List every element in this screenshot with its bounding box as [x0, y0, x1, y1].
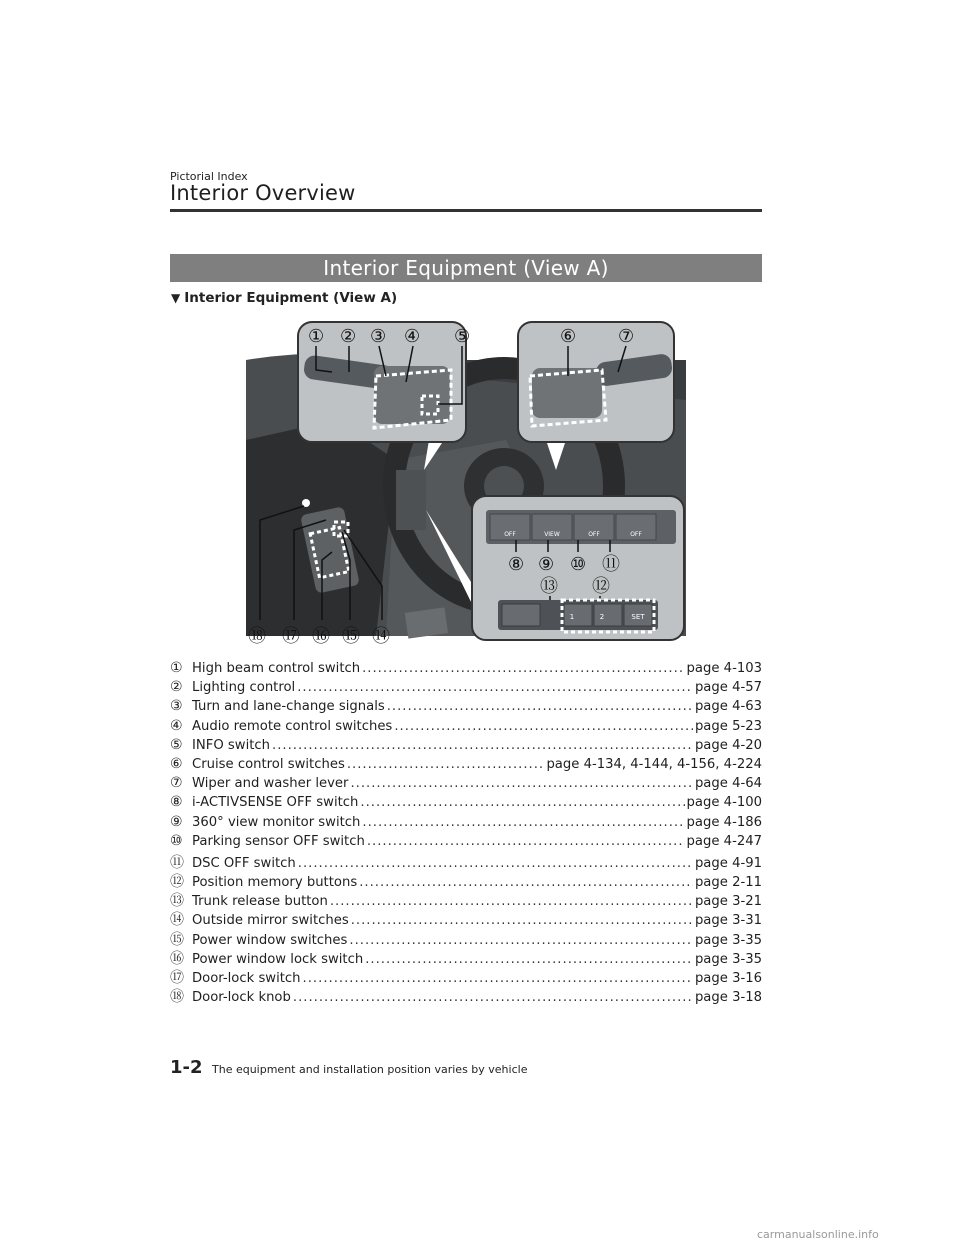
item-label: DSC OFF switch [192, 855, 296, 871]
callout-16: ⑯ [312, 626, 330, 647]
page-reference[interactable]: page 4-57 [694, 680, 762, 696]
section-label: Pictorial Index [170, 170, 248, 183]
callout-9: ⑨ [538, 554, 555, 575]
leader-dots [367, 834, 685, 849]
list-item [170, 852, 772, 871]
page-reference[interactable]: page 3-16 [694, 971, 762, 986]
page-title: Interior Overview [170, 181, 356, 205]
list-item [170, 929, 772, 948]
item-number: ⑥ [170, 755, 183, 772]
page-reference[interactable]: page 4-91 [694, 855, 762, 871]
item-number: ⑰ [170, 970, 184, 986]
list-item [170, 814, 772, 833]
page-reference[interactable]: page 4-100 [686, 795, 762, 811]
leader-dots [347, 757, 545, 772]
item-label: Position memory buttons [192, 875, 358, 891]
item-label: Door-lock knob [192, 990, 291, 1006]
switch-label-2: VIEW [544, 531, 560, 538]
list-item [170, 909, 772, 928]
leader-dots [351, 913, 693, 928]
leader-dots [298, 856, 693, 871]
leader-dots [272, 738, 693, 753]
switch-label-4: OFF [630, 531, 642, 538]
watermark: carmanualsonline.info [757, 1228, 879, 1241]
triangle-marker-icon: ▼ [171, 291, 181, 305]
list-item [170, 948, 772, 967]
item-number: ⑯ [170, 950, 184, 967]
item-number: ① [170, 660, 183, 676]
item-label: Trunk release button [192, 894, 328, 910]
item-number: ⑦ [170, 775, 183, 792]
leader-dots [303, 971, 693, 986]
subheading-text: Interior Equipment (View A) [184, 290, 398, 306]
list-item [170, 794, 772, 813]
callout-15: ⑮ [342, 626, 360, 647]
item-label: Power window lock switch [192, 951, 364, 967]
item-number: ② [170, 679, 183, 696]
callout-7: ⑦ [618, 326, 635, 347]
switch-label-3: OFF [588, 531, 600, 538]
list-item [170, 986, 772, 1005]
list-item [170, 698, 772, 717]
item-label: High beam control switch [192, 661, 361, 676]
equipment-list [170, 660, 772, 1005]
list-item [170, 871, 772, 890]
callout-1: ① [308, 326, 325, 347]
item-label: Audio remote control switches [192, 718, 393, 734]
page-reference[interactable]: page 3-35 [694, 951, 762, 967]
callout-17: ⑰ [282, 626, 300, 647]
callout-2: ② [340, 326, 357, 347]
seat-label-set: SET [631, 613, 645, 621]
seat-label-2: 2 [599, 613, 605, 621]
leader-dots [365, 952, 693, 967]
callout-18: ⑱ [248, 626, 266, 647]
interior-illustration [246, 320, 686, 650]
item-label: Parking sensor OFF switch [192, 833, 365, 849]
subheading [171, 290, 397, 306]
leader-dots [387, 699, 693, 714]
leader-dots [330, 894, 693, 909]
item-number: ⑩ [170, 832, 183, 849]
switch-label-1: OFF [504, 531, 516, 538]
footer-note: The equipment and installation position varies by vehicle [212, 1063, 528, 1076]
list-item [170, 679, 772, 698]
callout-10: ⑩ [570, 554, 587, 575]
list-item [170, 718, 772, 737]
item-number: ⑮ [170, 931, 184, 948]
leader-dots [297, 680, 693, 695]
page-reference[interactable]: page 4-63 [694, 699, 762, 715]
page-reference[interactable]: page 4-64 [694, 776, 762, 792]
item-number: ⑤ [170, 736, 183, 753]
item-label: Power window switches [192, 932, 348, 948]
item-label: Cruise control switches [192, 756, 345, 772]
item-label: 360° view monitor switch [192, 814, 361, 830]
item-number: ⑫ [170, 874, 184, 891]
item-label: Lighting control [192, 680, 296, 696]
list-item [170, 737, 772, 756]
item-number: ⑨ [170, 813, 183, 830]
callout-6: ⑥ [560, 326, 577, 347]
item-number: ⑪ [170, 854, 184, 871]
callout-3: ③ [370, 326, 387, 347]
seat-label-1: 1 [569, 613, 575, 621]
page-reference[interactable]: page 4-20 [694, 737, 762, 753]
page-reference[interactable]: page 3-35 [694, 932, 762, 948]
callout-13: ⑬ [540, 576, 558, 597]
section-banner: Interior Equipment (View A) [170, 254, 762, 282]
page-reference[interactable]: page 3-21 [694, 894, 762, 910]
list-item [170, 775, 772, 794]
page-reference[interactable]: page 4-186 [686, 814, 762, 830]
leader-dots [394, 719, 693, 734]
page-reference[interactable]: page 5-23 [694, 718, 762, 734]
page-reference[interactable]: page 4-134, 4-144, 4-156, 4-224 [546, 756, 762, 772]
leader-dots [349, 933, 693, 948]
list-item [170, 833, 772, 852]
leader-dots [362, 815, 684, 830]
callout-8: ⑧ [508, 554, 525, 575]
callout-14: ⑭ [372, 626, 390, 647]
item-number: ⑬ [170, 893, 184, 910]
list-item [170, 660, 772, 679]
item-label: i-ACTIVSENSE OFF switch [192, 795, 359, 811]
page-reference[interactable]: page 3-18 [694, 990, 762, 1006]
item-number: ⑧ [170, 794, 183, 811]
page-reference[interactable]: page 4-247 [686, 833, 762, 849]
item-label: Wiper and washer lever [192, 776, 349, 792]
item-number: ⑭ [170, 912, 184, 929]
page-number: 1-2 [170, 1057, 203, 1078]
leader-dots [293, 990, 693, 1005]
page-reference[interactable]: page 2-11 [694, 875, 762, 891]
page-reference[interactable]: page 4-103 [686, 661, 762, 676]
list-item [170, 967, 772, 986]
item-number: ⑱ [170, 989, 184, 1006]
list-item [170, 890, 772, 909]
title-divider [170, 209, 762, 212]
item-number: ③ [170, 698, 183, 715]
callout-12: ⑫ [592, 576, 610, 597]
item-label: Door-lock switch [192, 971, 301, 986]
item-label: INFO switch [192, 737, 271, 753]
item-label: Turn and lane-change signals [192, 699, 385, 715]
callout-11: ⑪ [602, 554, 620, 575]
leader-dots [350, 776, 692, 791]
item-label: Outside mirror switches [192, 913, 349, 929]
leader-dots [359, 875, 693, 890]
leader-dots [362, 661, 684, 676]
callout-5: ⑤ [454, 326, 471, 347]
item-number: ④ [170, 717, 183, 734]
leader-dots [360, 795, 684, 810]
callout-4: ④ [404, 326, 421, 347]
list-item [170, 756, 772, 775]
page-reference[interactable]: page 3-31 [694, 913, 762, 929]
